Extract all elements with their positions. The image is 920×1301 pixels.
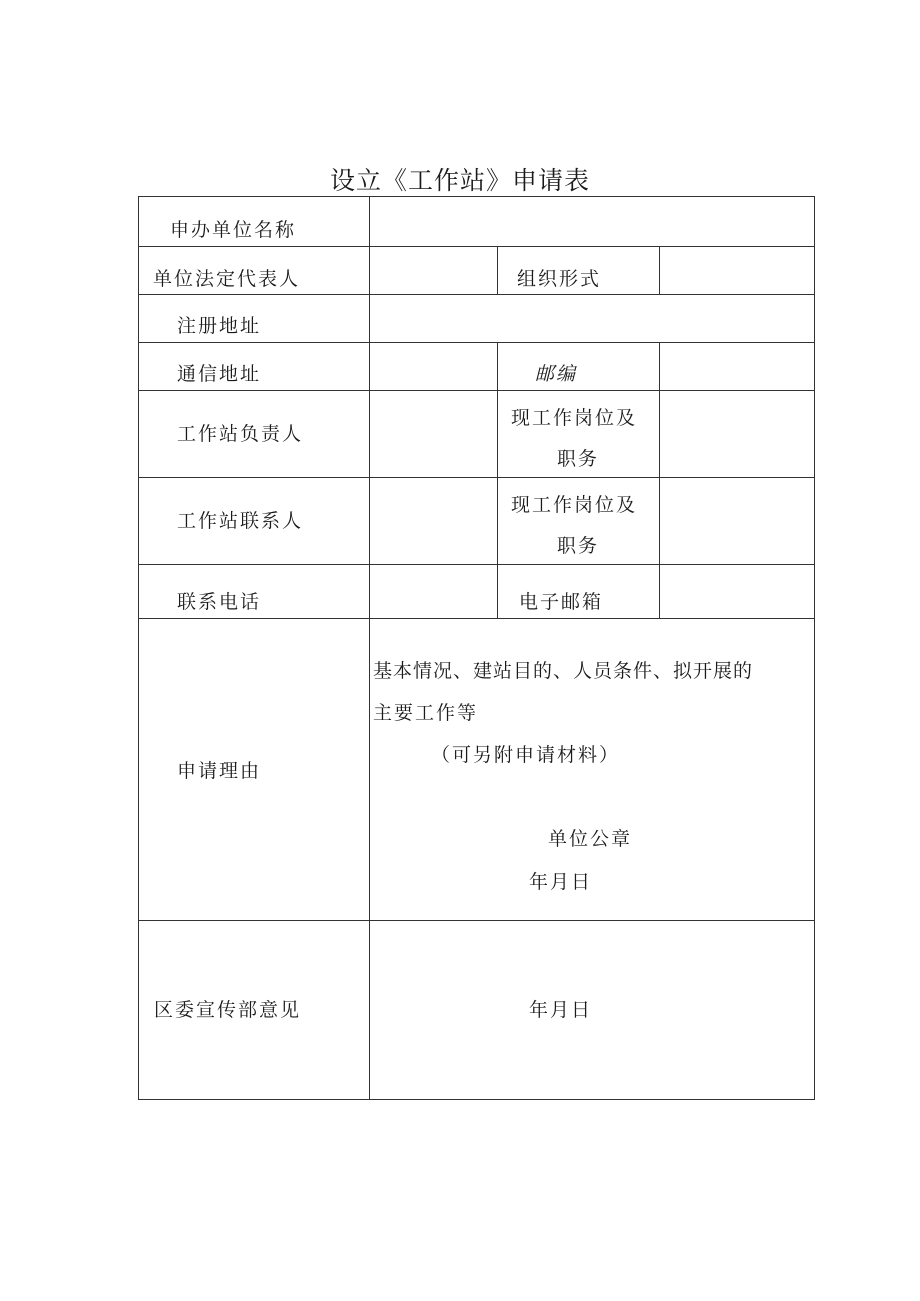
applicant-name-label: 申办单位名称 — [170, 219, 297, 241]
reason-label: 申请理由 — [177, 760, 262, 782]
reason-hint-line3: （可另附申请材料） — [431, 744, 621, 766]
reason-hint-line1: 基本情况、建站目的、人员条件、拟开展的 — [373, 660, 754, 682]
row-divider — [139, 618, 814, 619]
email-label: 电子邮箱 — [519, 591, 604, 613]
reg-address-label: 注册地址 — [177, 315, 262, 337]
opinion-label: 区委宣传部意见 — [154, 999, 302, 1021]
mail-address-label: 通信地址 — [177, 363, 262, 385]
org-form-label: 组织形式 — [517, 268, 602, 290]
opinion-date-label: 年月日 — [529, 999, 593, 1021]
current-position-label-duty: 职务 — [557, 535, 600, 557]
application-form-table — [138, 196, 815, 1100]
reason-hint-line2: 主要工作等 — [373, 702, 479, 724]
postcode-label: 邮编 — [535, 363, 578, 385]
row-divider — [139, 390, 814, 391]
column-divider — [497, 246, 498, 294]
current-position-label: 现工作岗位及 — [511, 494, 638, 516]
row-divider — [139, 564, 814, 565]
row-divider — [139, 342, 814, 343]
row-divider — [139, 246, 814, 247]
row-divider — [139, 294, 814, 295]
phone-label: 联系电话 — [177, 591, 262, 613]
row-divider — [139, 920, 814, 921]
current-position-label-duty: 职务 — [557, 448, 600, 470]
current-position-label: 现工作岗位及 — [511, 407, 638, 429]
row-divider — [139, 477, 814, 478]
station-head-label: 工作站负责人 — [177, 423, 304, 445]
column-divider — [369, 197, 370, 1099]
station-contact-label: 工作站联系人 — [177, 510, 304, 532]
column-divider — [659, 342, 660, 618]
legal-rep-label: 单位法定代表人 — [153, 268, 301, 290]
column-divider — [659, 246, 660, 294]
form-title: 设立《工作站》申请表 — [329, 166, 590, 195]
unit-seal-label: 单位公章 — [548, 828, 633, 850]
column-divider — [497, 342, 498, 618]
reason-date-label: 年月日 — [529, 871, 593, 893]
